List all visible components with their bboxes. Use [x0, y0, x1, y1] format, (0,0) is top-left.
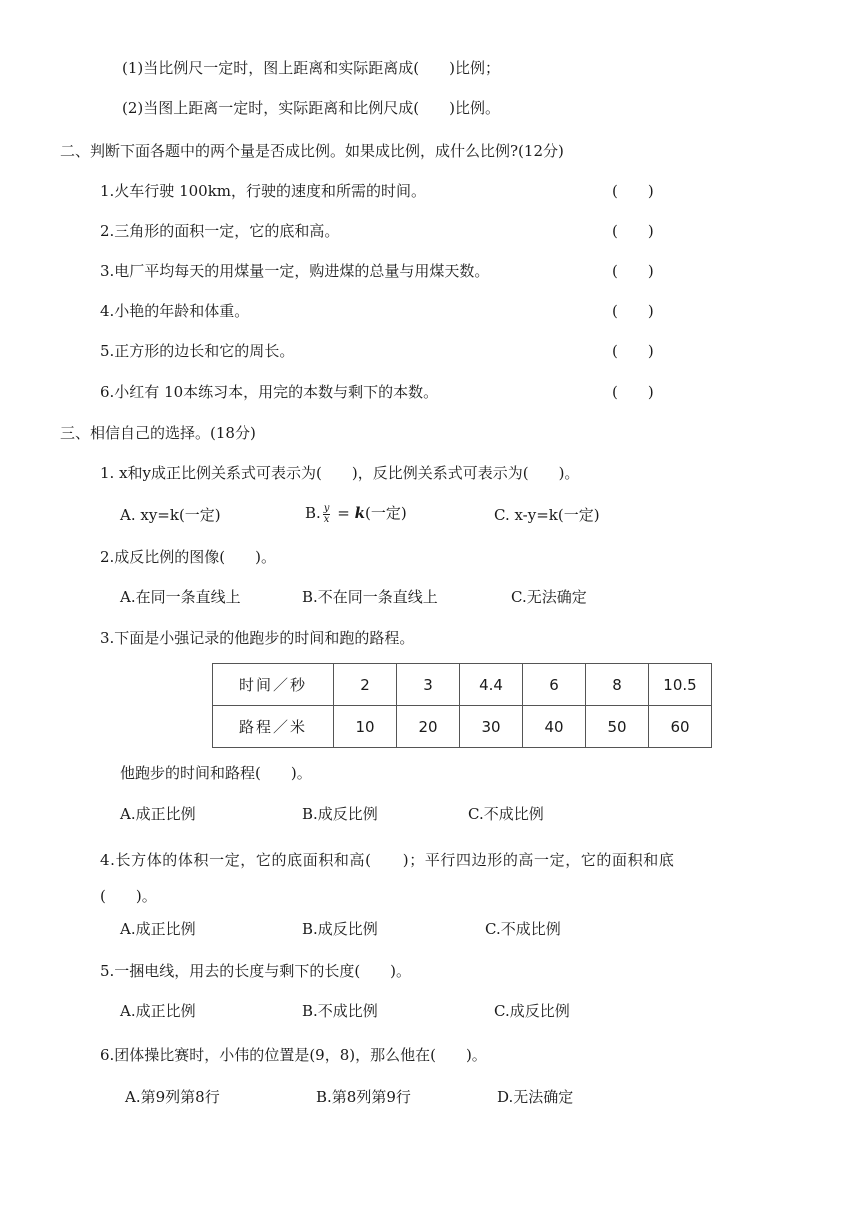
- q5-option-c: C.成反比例: [494, 1002, 570, 1020]
- fill-blank-item-2: (2)当图上距离一定时，实际距离和比例尺成( )比例。: [122, 99, 500, 117]
- q3-option-b: B.成反比例: [302, 805, 378, 823]
- table-cell: 6: [523, 664, 586, 706]
- q5-stem: 5.一捆电线，用去的长度与剩下的长度( )。: [100, 962, 412, 980]
- q2-stem: 2.成反比例的图像( )。: [100, 548, 277, 566]
- table-cell: 60: [649, 706, 712, 748]
- judge-answer-blank-2: ( ): [612, 222, 654, 240]
- q6-option-b: B.第8列第9行: [316, 1088, 411, 1106]
- q4-option-b: B.成反比例: [302, 920, 378, 938]
- q6-stem: 6.团体操比赛时，小伟的位置是(9，8)，那么他在( )。: [100, 1046, 487, 1064]
- q1-option-c: C. x-y=k(一定): [494, 506, 600, 524]
- table-cell: 8: [586, 664, 649, 706]
- fraction-numerator: y: [323, 502, 330, 514]
- table-header-distance: 路程／米: [213, 706, 334, 748]
- q3-sub-question: 他跑步的时间和路程( )。: [120, 764, 312, 782]
- q6-option-c: D.无法确定: [497, 1088, 574, 1106]
- table-cell: 10.5: [649, 664, 712, 706]
- q2-option-b: B.不在同一条直线上: [302, 588, 438, 606]
- q4-stem-line1: 4.长方体的体积一定，它的底面积和高( )；平行四边形的高一定，它的面积和底: [100, 851, 675, 869]
- q3-option-a: A.成正比例: [120, 805, 196, 823]
- judge-answer-blank-5: ( ): [612, 342, 654, 360]
- fill-blank-item-1: (1)当比例尺一定时，图上距离和实际距离成( )比例；: [122, 59, 500, 77]
- table-row-time: [213, 664, 712, 706]
- fraction-denominator: x: [323, 513, 330, 525]
- table-cell: 10: [334, 706, 397, 748]
- table-cell: 30: [460, 706, 523, 748]
- constant-k: k: [354, 504, 365, 522]
- judge-answer-blank-1: ( ): [612, 182, 654, 200]
- section3-heading: 三、相信自己的选择。(18分): [60, 424, 256, 442]
- q6-option-a: A.第9列第8行: [125, 1088, 220, 1106]
- judge-item-5: 5.正方形的边长和它的周长。: [100, 342, 295, 360]
- q2-option-a: A.在同一条直线上: [120, 588, 241, 606]
- table-cell: 50: [586, 706, 649, 748]
- table-cell: 3: [397, 664, 460, 706]
- table-cell: 4.4: [460, 664, 523, 706]
- time-distance-table: [212, 663, 712, 748]
- q2-option-c: C.无法确定: [511, 588, 587, 606]
- q1-option-b: [305, 503, 407, 525]
- q4-stem-line2: ( )。: [100, 887, 157, 905]
- equals-sign: =: [332, 504, 355, 522]
- table-header-time: 时间／秒: [213, 664, 334, 706]
- judge-answer-blank-6: ( ): [612, 383, 654, 401]
- table-row-distance: [213, 706, 712, 748]
- q1-option-b-label: B.: [305, 504, 321, 522]
- judge-answer-blank-3: ( ): [612, 262, 654, 280]
- q4-option-c: C.不成比例: [485, 920, 561, 938]
- q5-option-a: A.成正比例: [120, 1002, 196, 1020]
- fraction-y-over-x: [323, 504, 331, 525]
- q1-option-b-suffix: (一定): [364, 504, 407, 522]
- table-cell: 40: [523, 706, 586, 748]
- q1-stem: 1. x和y成正比例关系式可表示为( )，反比例关系式可表示为( )。: [100, 464, 580, 482]
- judge-item-3: 3.电厂平均每天的用煤量一定，购进煤的总量与用煤天数。: [100, 262, 490, 280]
- table-cell: 2: [334, 664, 397, 706]
- judge-item-2: 2.三角形的面积一定，它的底和高。: [100, 222, 340, 240]
- q1-option-a: A. xy=k(一定): [120, 506, 221, 524]
- judge-item-6: 6.小红有 10本练习本，用完的本数与剩下的本数。: [100, 383, 439, 401]
- q3-stem: 3.下面是小强记录的他跑步的时间和跑的路程。: [100, 629, 415, 647]
- judge-answer-blank-4: ( ): [612, 302, 654, 320]
- q4-option-a: A.成正比例: [120, 920, 196, 938]
- judge-item-1: 1.火车行驶 100km，行驶的速度和所需的时间。: [100, 182, 427, 200]
- table-cell: 20: [397, 706, 460, 748]
- section2-heading: 二、判断下面各题中的两个量是否成比例。如果成比例，成什么比例?(12分): [60, 142, 564, 160]
- q3-option-c: C.不成比例: [468, 805, 544, 823]
- q5-option-b: B.不成比例: [302, 1002, 378, 1020]
- judge-item-4: 4.小艳的年龄和体重。: [100, 302, 250, 320]
